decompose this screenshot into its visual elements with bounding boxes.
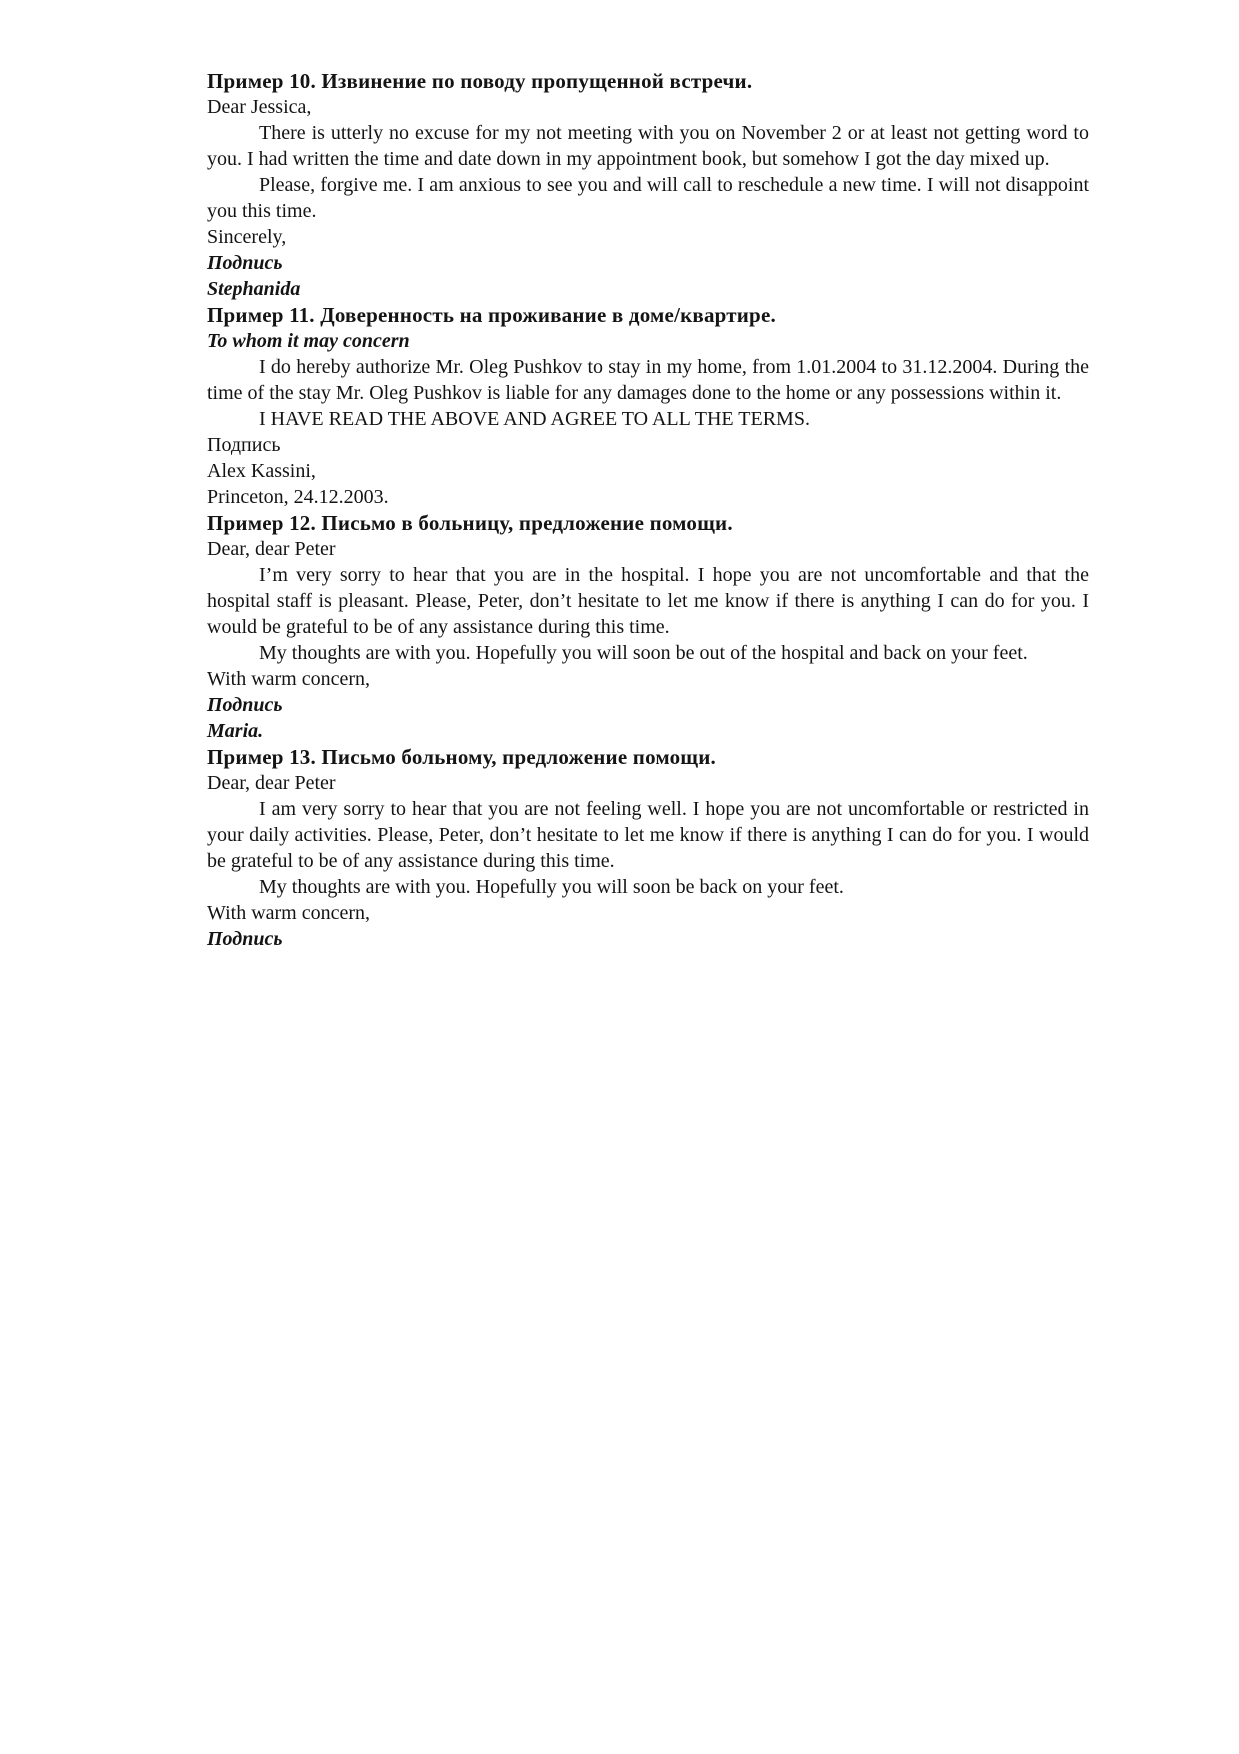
signature-label: Подпись	[207, 252, 283, 274]
section-example-10	[207, 68, 1089, 302]
signature-label: Подпись	[207, 928, 283, 950]
signature-place-date: Princeton, 24.12.2003.	[207, 486, 389, 508]
letter-paragraph: I’m very sorry to hear that you are in the hospital. I hope you are not uncomfortable and that the hospital staff is pleasant. Please, Peter, don’t hesitate to let me know if there is anything I can do for you. I would be grateful to be of any assistance during this time.	[207, 564, 1089, 638]
section-heading: Пример 13. Письмо больному, предложение помощи.	[207, 745, 716, 769]
salutation-line: Dear, dear Peter	[207, 772, 336, 794]
section-example-13	[207, 744, 1089, 952]
section-heading: Пример 11. Доверенность на проживание в доме/квартире.	[207, 303, 776, 327]
letter-paragraph: I do hereby authorize Mr. Oleg Pushkov to stay in my home, from 1.01.2004 to 31.12.2004. During the time of the stay Mr. Oleg Pushkov is liable for any damages done to the home or any possessions within it.	[207, 356, 1089, 404]
section-heading: Пример 10. Извинение по поводу пропущенной встречи.	[207, 69, 753, 93]
letter-paragraph: My thoughts are with you. Hopefully you will soon be out of the hospital and back on your feet.	[259, 642, 1028, 664]
letter-paragraph: I am very sorry to hear that you are not feeling well. I hope you are not uncomfortable or restricted in your daily activities. Please, Peter, don’t hesitate to let me know if there is anything I can do for you. I would be grateful to be of any assistance during this time.	[207, 798, 1089, 872]
signature-name: Alex Kassini,	[207, 460, 316, 482]
salutation-line: Dear, dear Peter	[207, 538, 336, 560]
closing-line: With warm concern,	[207, 902, 371, 924]
letter-paragraph: There is utterly no excuse for my not meeting with you on November 2 or at least not getting word to you. I had written the time and date down in my appointment book, but somehow I got the day mixed up.	[207, 122, 1089, 170]
section-heading: Пример 12. Письмо в больницу, предложение помощи.	[207, 511, 733, 535]
salutation-line: Dear Jessica,	[207, 96, 312, 118]
terms-line: I HAVE READ THE ABOVE AND AGREE TO ALL THE TERMS.	[259, 408, 810, 430]
signature-label: Подпись	[207, 434, 281, 456]
section-example-11	[207, 302, 1089, 510]
closing-line: With warm concern,	[207, 668, 371, 690]
section-example-12	[207, 510, 1089, 744]
signature-name: Stephanida	[207, 278, 301, 300]
signature-name: Maria.	[207, 720, 264, 742]
address-line: To whom it may concern	[207, 330, 410, 352]
letter-paragraph: Please, forgive me. I am anxious to see you and will call to reschedule a new time. I will not disappoint you this time.	[207, 174, 1089, 222]
signature-label: Подпись	[207, 694, 283, 716]
followup-line: My thoughts are with you. Hopefully you will soon be back on your feet.	[259, 876, 844, 898]
closing-line: Sincerely,	[207, 226, 287, 248]
